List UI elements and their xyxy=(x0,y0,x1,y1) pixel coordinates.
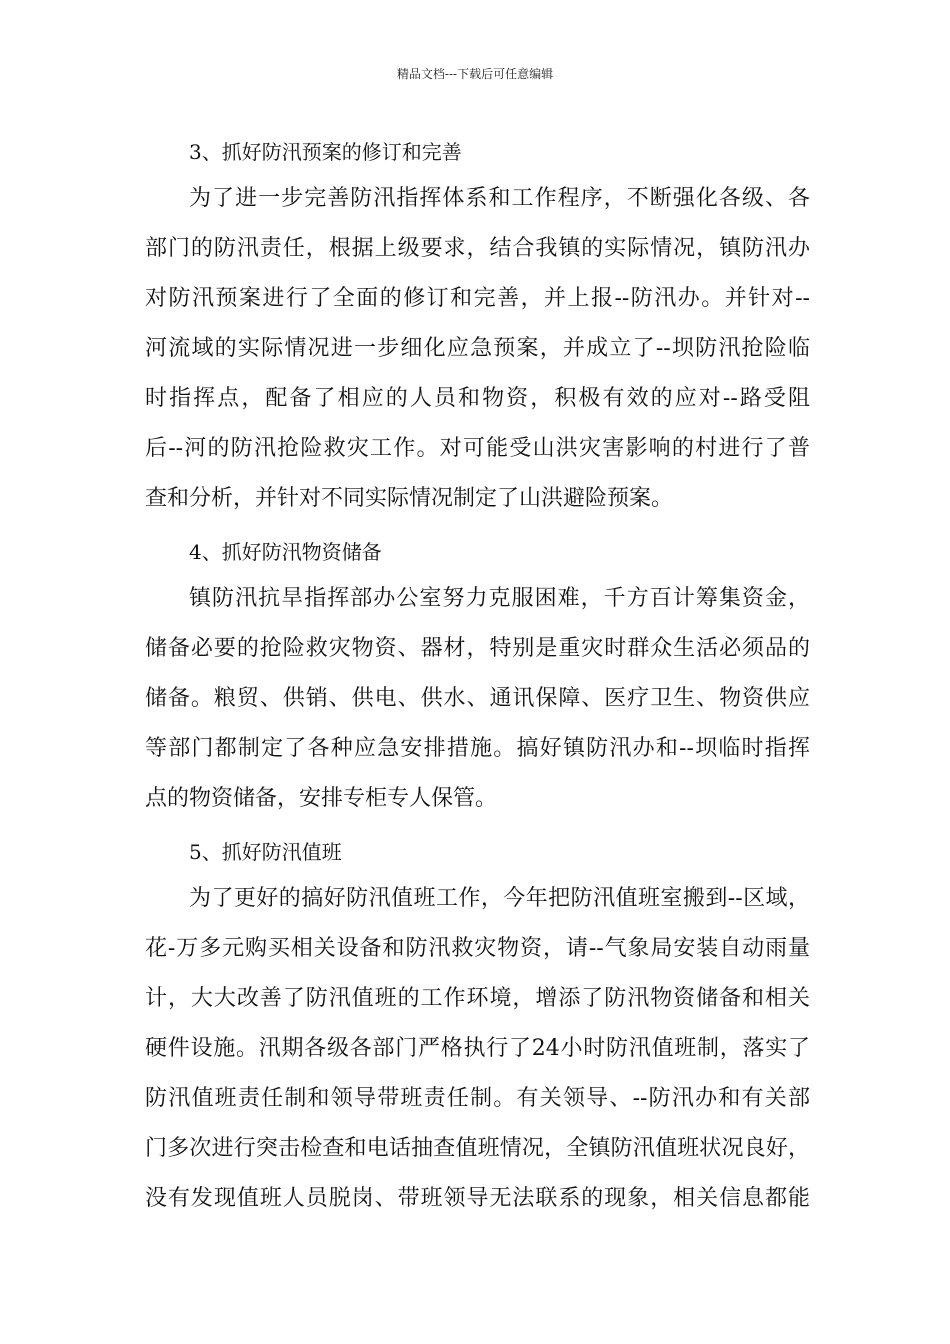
section-heading: 3、抓好防汛预案的修订和完善 xyxy=(189,140,462,164)
page-header: 精品文档---下载后可任意编辑 xyxy=(396,67,554,81)
text-line: 防汛值班责任制和领导带班责任制。有关领导、--防汛办和有关部 xyxy=(145,1086,810,1111)
section-heading: 4、抓好防汛物资储备 xyxy=(189,540,382,564)
text-line: 对防汛预案进行了全面的修订和完善，并上报--防汛办。并针对-- xyxy=(145,286,810,311)
text-line: 储备。粮贸、供销、供电、供水、通讯保障、医疗卫生、物资供应 xyxy=(145,686,810,711)
text-line: 镇防汛抗旱指挥部办公室努力克服困难，千方百计筹集资金， xyxy=(189,586,810,611)
text-line: 花-万多元购买相关设备和防汛救灾物资，请--气象局安装自动雨量 xyxy=(145,936,810,961)
text-line: 计，大大改善了防汛值班的工作环境，增添了防汛物资储备和相关 xyxy=(145,986,810,1011)
document-body xyxy=(145,130,810,1224)
text-line: 时指挥点，配备了相应的人员和物资，积极有效的应对--路受阻 xyxy=(145,386,810,411)
text-line: 没有发现值班人员脱岗、带班领导无法联系的现象，相关信息都能 xyxy=(145,1186,810,1211)
text-line: 门多次进行突击检查和电话抽查值班情况，全镇防汛值班状况良好， xyxy=(145,1136,810,1161)
text-line: 硬件设施。汛期各级各部门严格执行了24小时防汛值班制，落实了 xyxy=(145,1036,810,1061)
text-line: 为了进一步完善防汛指挥体系和工作程序，不断强化各级、各 xyxy=(189,186,810,211)
paragraph xyxy=(145,174,810,524)
text-line: 部门的防汛责任，根据上级要求，结合我镇的实际情况，镇防汛办 xyxy=(145,236,810,261)
text-line: 为了更好的搞好防汛值班工作，今年把防汛值班室搬到--区域， xyxy=(189,886,810,911)
text-line: 后--河的防汛抢险救灾工作。对可能受山洪灾害影响的村进行了普 xyxy=(145,436,810,461)
text-line: 储备必要的抢险救灾物资、器材，特别是重灾时群众生活必须品的 xyxy=(145,636,810,661)
paragraph xyxy=(145,574,810,824)
section-heading: 5、抓好防汛值班 xyxy=(189,840,342,864)
text-line: 点的物资储备，安排专柜专人保管。 xyxy=(145,786,498,811)
text-line: 等部门都制定了各种应急安排措施。搞好镇防汛办和--坝临时指挥 xyxy=(145,736,810,761)
text-line: 查和分析，并针对不同实际情况制定了山洪避险预案。 xyxy=(145,486,674,511)
paragraph xyxy=(145,874,810,1224)
text-line: 河流域的实际情况进一步细化应急预案，并成立了--坝防汛抢险临 xyxy=(145,336,810,361)
